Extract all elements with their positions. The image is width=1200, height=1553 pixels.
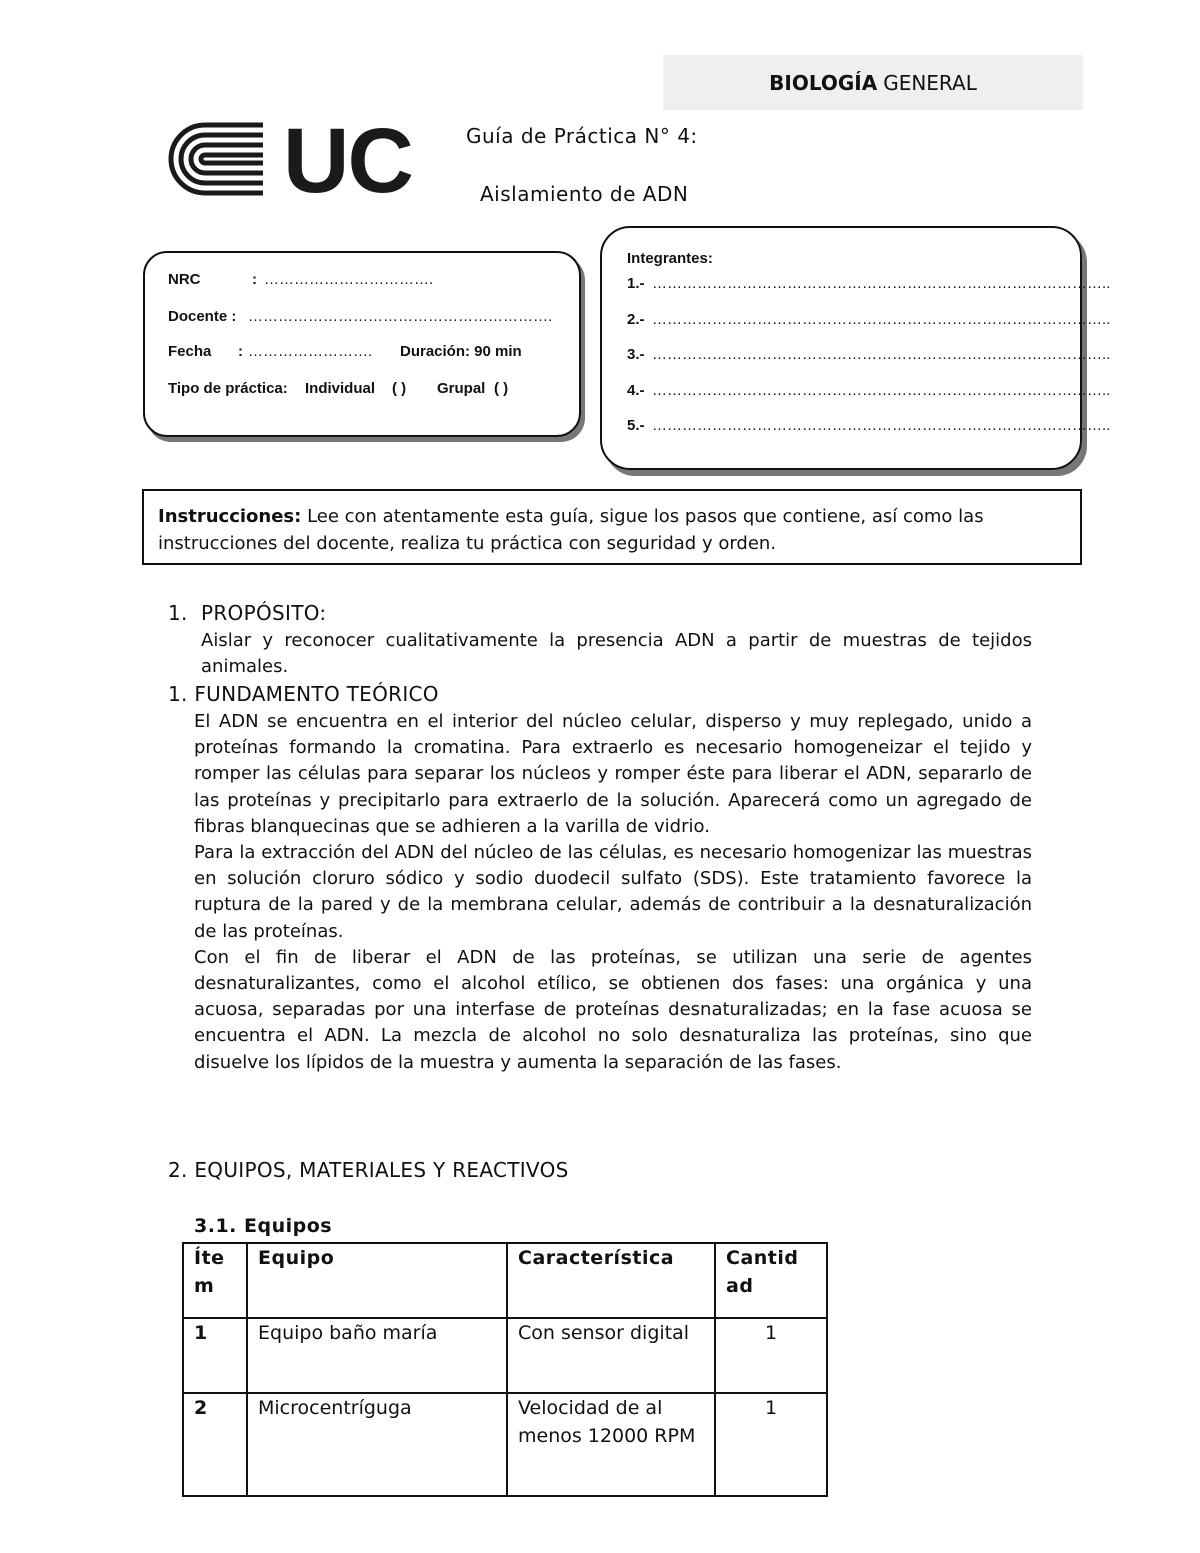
cell-caracteristica: Con sensor digital <box>507 1318 715 1393</box>
cell-item: 2 <box>183 1393 247 1496</box>
uc-logo <box>165 110 420 212</box>
integrante-number: 2.- <box>627 311 645 328</box>
integrante-field[interactable]: ……………………………………………………………………………….. <box>652 417 1111 434</box>
equipos-subheading: 3.1. Equipos <box>194 1215 333 1237</box>
individual-checkbox[interactable]: ( ) <box>392 380 407 397</box>
integrante-field[interactable]: ……………………………………………………………………………….. <box>652 382 1111 399</box>
table-row <box>183 1393 827 1496</box>
course-name-light: GENERAL <box>883 70 977 95</box>
duracion-text: Duración: 90 min <box>400 343 522 360</box>
uc-logo-mark <box>165 110 420 212</box>
integrantes-title: Integrantes: <box>627 250 713 267</box>
instructions-label: Instrucciones: <box>158 506 302 527</box>
integrante-field[interactable]: ……………………………………………………………………………….. <box>652 275 1111 292</box>
integrante-number: 4.- <box>627 382 645 399</box>
nrc-field[interactable]: ……………………………. <box>264 271 434 288</box>
cell-item: 1 <box>183 1318 247 1393</box>
cell-cantidad: 1 <box>715 1393 827 1496</box>
nrc-separator: : <box>252 271 257 288</box>
fecha-field[interactable]: ……………………. <box>248 343 373 360</box>
header-cantidad: Cantid ad <box>715 1243 827 1318</box>
course-name-bold: BIOLOGÍA <box>769 70 878 95</box>
integrante-field[interactable]: ……………………………………………………………………………….. <box>652 311 1111 328</box>
guide-subtitle: Aislamiento de ADN <box>480 182 689 206</box>
individual-label: Individual <box>305 380 376 397</box>
integrante-number: 3.- <box>627 346 645 363</box>
equipos-table <box>182 1242 828 1497</box>
integrante-field[interactable]: ……………………………………………………………………………….. <box>652 346 1111 363</box>
header-caracteristica: Característica <box>507 1243 715 1318</box>
header-equipo: Equipo <box>247 1243 507 1318</box>
course-tag <box>663 55 1083 110</box>
purpose-heading: 1. PROPÓSITO: <box>168 601 327 625</box>
cell-cantidad: 1 <box>715 1318 827 1393</box>
integrante-number: 5.- <box>627 417 645 434</box>
docente-label: Docente : <box>168 308 237 325</box>
table-header-row <box>183 1243 827 1318</box>
grupal-checkbox[interactable]: ( ) <box>494 380 509 397</box>
fundamento-paragraph: El ADN se encuentra en el interior del núcleo celular, disperso y muy replegado, unido a proteínas formando la cromatina. Para extraerlo es necesario homogeneizar el tejido y romper las células para separar los núcleos y romper éste para liberar el ADN, separarlo de las proteínas y precipitarlo para extraerlo de la solución. Aparecerá como un agregado de fibras blanquecinas que se adhieren a la varilla de vidrio. <box>194 711 1032 837</box>
grupal-label: Grupal <box>437 380 486 397</box>
cell-equipo: Microcentríguga <box>247 1393 507 1496</box>
fundamento-paragraph: Para la extracción del ADN del núcleo de las células, es necesario homogenizar las muestras en solución cloruro sódico y sodio duodecil sulfato (SDS). Este tratamiento favorece la ruptura de la pared y de la membrana celular, además de contribuir a la desnaturalización de las proteínas. <box>194 842 1032 942</box>
equipos-heading: 2. EQUIPOS, MATERIALES Y REACTIVOS <box>168 1158 569 1182</box>
cell-equipo: Equipo baño maría <box>247 1318 507 1393</box>
integrante-number: 1.- <box>627 275 645 292</box>
tipo-label: Tipo de práctica: <box>168 380 288 397</box>
fundamento-body <box>194 709 1032 1076</box>
guide-title: Guía de Práctica N° 4: <box>466 124 698 148</box>
fecha-label: Fecha <box>168 343 212 360</box>
nrc-label: NRC <box>168 271 201 288</box>
fecha-separator: : <box>238 343 243 360</box>
instructions-box <box>142 489 1082 565</box>
table-row <box>183 1318 827 1393</box>
purpose-text: Aislar y reconocer cualitativamente la presencia ADN a partir de muestras de tejidos animales. <box>201 630 1032 678</box>
logo-text: UC <box>283 110 412 212</box>
docente-field[interactable]: ……………………………………………………. <box>248 308 553 325</box>
instructions-text: Lee con atentamente esta guía, sigue los pasos que contiene, así como las instrucciones del docente, realiza tu práctica con seguridad y orden. <box>158 506 984 554</box>
fundamento-heading: 1. FUNDAMENTO TEÓRICO <box>168 682 439 706</box>
fundamento-paragraph: Con el fin de liberar el ADN de las proteínas, se utilizan una serie de agentes desnaturalizantes, como el alcohol etílico, se obtienen dos fases: una orgánica y una acuosa, separadas por una interfase de proteínas desnaturalizadas; en la fase acuosa se encuentra el ADN. La mezcla de alcohol no solo desnaturaliza las proteínas, sino que disuelve los lípidos de la muestra y aumenta la separación de las fases. <box>194 946 1032 1073</box>
cell-caracteristica: Velocidad de al menos 12000 RPM <box>507 1393 715 1496</box>
header-item: Íte m <box>183 1243 247 1318</box>
